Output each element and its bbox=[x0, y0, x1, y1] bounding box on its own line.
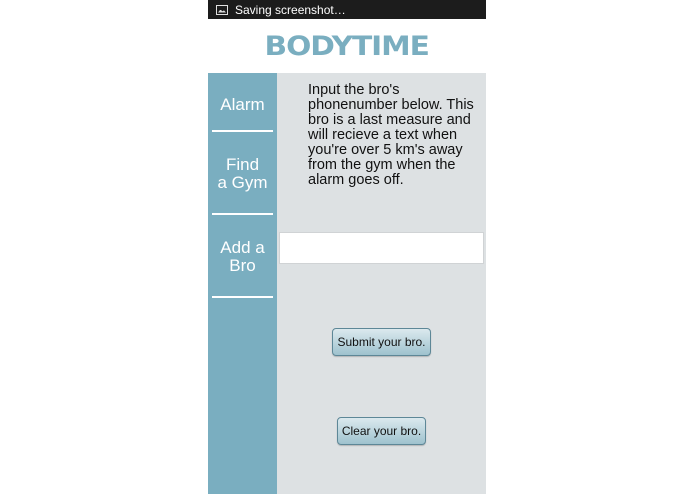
app-logo: BODYTIME bbox=[264, 30, 430, 62]
sidebar-item-label: Bro bbox=[229, 256, 256, 275]
submit-bro-button[interactable]: Submit your bro. bbox=[332, 328, 431, 356]
nav-divider bbox=[212, 213, 273, 215]
sidebar-item-label: a Gym bbox=[217, 173, 268, 192]
sidebar-item-label: Add a bbox=[220, 238, 265, 257]
sidebar-item-label: Alarm bbox=[220, 95, 265, 114]
sidebar-item-find-gym[interactable] bbox=[208, 156, 277, 192]
status-bar bbox=[208, 0, 486, 19]
main-content bbox=[277, 73, 486, 494]
clear-bro-button[interactable]: Clear your bro. bbox=[337, 417, 426, 445]
sidebar-item-alarm[interactable] bbox=[208, 96, 277, 114]
instructions-text: Input the bro's phonenumber below. This bro is a last measure and will recieve a text when you're over 5 km's away from the gym when the alarm goes off. bbox=[308, 82, 474, 188]
app-header bbox=[208, 19, 486, 73]
phone-screen bbox=[208, 0, 486, 494]
status-text: Saving screenshot… bbox=[235, 2, 346, 17]
sidebar-item-add-bro[interactable] bbox=[208, 239, 277, 275]
image-icon bbox=[216, 5, 228, 15]
sidebar bbox=[208, 73, 277, 494]
nav-divider bbox=[212, 296, 273, 298]
sidebar-item-label: Find bbox=[225, 155, 260, 174]
bro-phone-input[interactable] bbox=[279, 232, 484, 264]
nav-divider bbox=[212, 130, 273, 132]
